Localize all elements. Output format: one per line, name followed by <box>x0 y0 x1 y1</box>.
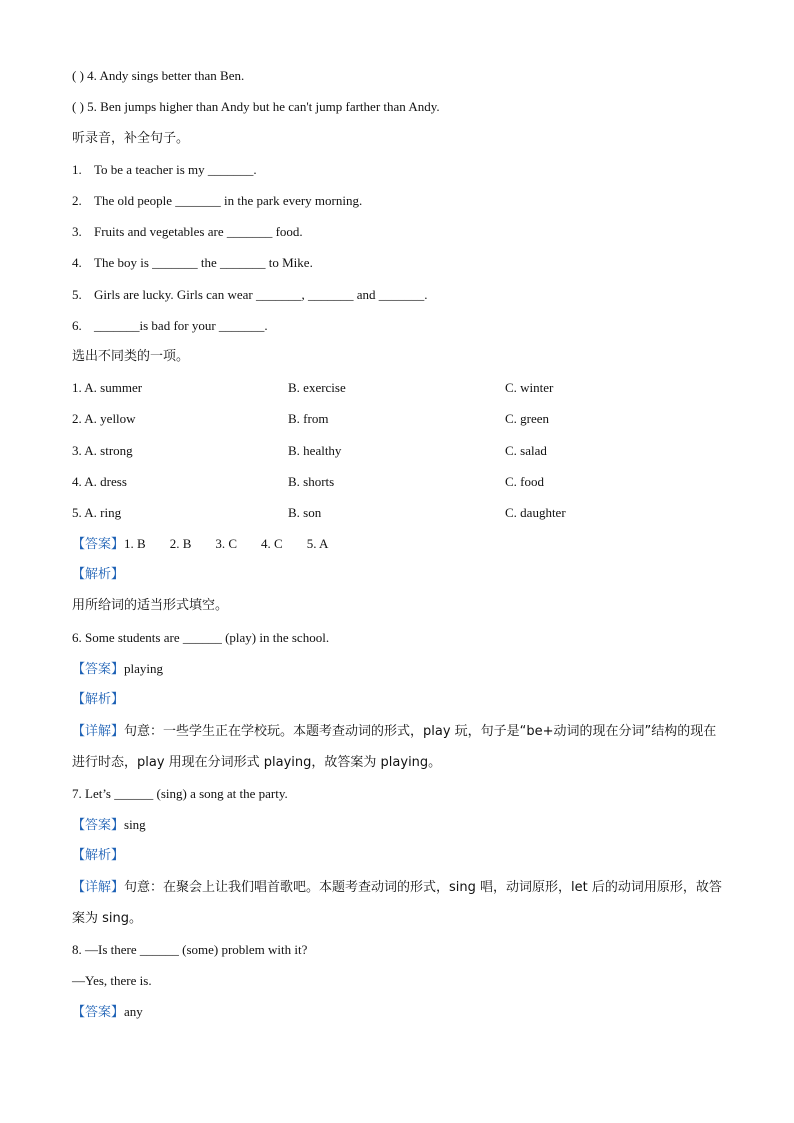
option-a: 2. A. yellow <box>72 411 136 426</box>
detail-6: 【详解】句意：一些学生正在学校玩。本题考查动词的形式，play 玩，句子是“be+动词的现在分词”结构的现在进行时态，play 用现在分词形式 playing，故答案为 playing。 <box>72 724 717 770</box>
option-a: 3. A. strong <box>72 443 133 458</box>
listen-item: 1. To be a teacher is my _______. <box>72 162 257 177</box>
answer-7: 【答案】sing <box>72 817 146 833</box>
odd-answers: 【答案】1. B 2. B 3. C 4. C 5. A <box>72 536 329 552</box>
answer-tag: 【答案】 <box>72 537 125 552</box>
analysis-tag: 【解析】 <box>72 567 125 582</box>
option-c: C. food <box>505 474 544 489</box>
listen-item: 2. The old people _______ in the park every morning. <box>72 193 363 208</box>
analysis-tag: 【解析】 <box>72 848 125 863</box>
question-8: 8. —Is there ______ (some) problem with it? <box>72 942 308 957</box>
option-a: 5. A. ring <box>72 505 122 520</box>
detail-7: 【详解】句意：在聚会上让我们唱首歌吧。本题考查动词的形式，sing 唱，动词原形，let 后的动词用原形，故答案为 sing。 <box>72 880 722 926</box>
answer-8: 【答案】any <box>72 1004 143 1020</box>
question-7: 7. Let’s ______ (sing) a song at the party. <box>72 786 288 801</box>
option-c: C. daughter <box>505 505 566 520</box>
option-b: B. son <box>288 505 322 520</box>
tf-item-text: 4. Andy sings better than Ben. <box>87 68 245 83</box>
reply-8: —Yes, there is. <box>72 973 152 988</box>
option-b: B. exercise <box>288 380 346 395</box>
listen-item: 3. Fruits and vegetables are _______ food. <box>72 224 303 239</box>
question-6: 6. Some students are ______ (play) in the school. <box>72 630 330 645</box>
answer-paren: ( ) <box>72 68 84 83</box>
listen-item: 6. _______is bad for your _______. <box>72 318 268 333</box>
option-a: 1. A. summer <box>72 380 143 395</box>
option-a: 4. A. dress <box>72 474 127 489</box>
tf-item-text: 5. Ben jumps higher than Andy but he can't jump farther than Andy. <box>87 99 440 114</box>
answer-6: 【答案】playing <box>72 661 164 677</box>
option-b: B. from <box>288 411 329 426</box>
analysis-tag: 【解析】 <box>72 692 125 707</box>
option-c: C. green <box>505 411 550 426</box>
answer-paren: ( ) <box>72 99 84 114</box>
odd-heading: 选出不同类的一项。 <box>72 349 190 364</box>
tf-item-4 <box>72 68 244 84</box>
option-c: C. winter <box>505 380 554 395</box>
fill-heading: 用所给词的适当形式填空。 <box>72 598 229 613</box>
option-c: C. salad <box>505 443 547 458</box>
listen-item: 5. Girls are lucky. Girls can wear _______, _______ and _______. <box>72 287 428 302</box>
tf-item-5 <box>72 99 440 115</box>
listen-item: 4. The boy is _______ the _______ to Mike. <box>72 255 313 270</box>
listen-heading: 听录音，补全句子。 <box>72 131 190 146</box>
option-b: B. shorts <box>288 474 335 489</box>
option-b: B. healthy <box>288 443 342 458</box>
